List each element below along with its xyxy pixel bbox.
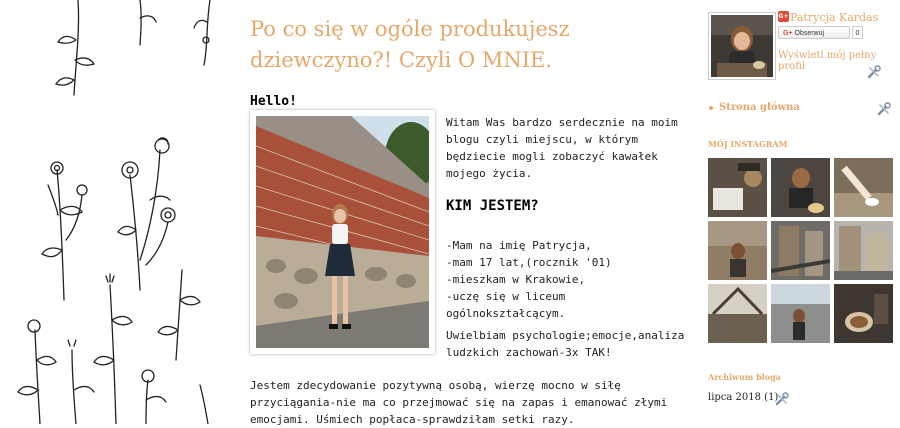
post-column xyxy=(250,0,690,424)
instagram-thumb[interactable] xyxy=(708,221,767,280)
facts-list xyxy=(446,237,612,322)
instagram-thumb[interactable] xyxy=(708,158,767,217)
instagram-thumb[interactable] xyxy=(771,158,830,217)
profile-name[interactable]: Patrycja Kardas xyxy=(790,11,879,24)
bullet-icon xyxy=(709,106,713,110)
instagram-thumb[interactable] xyxy=(834,221,893,280)
sidebar xyxy=(706,0,900,424)
post-greeting: Hello! xyxy=(250,94,297,109)
post-paragraph-psychology: Uwielbiam psychologie;emocje,analiza ludzkich zachowań-3x TAK! xyxy=(446,329,685,359)
profile-avatar[interactable] xyxy=(708,12,776,80)
edit-tools-icon[interactable] xyxy=(774,391,790,407)
nav-home-label: Strona główna xyxy=(719,102,800,113)
follow-label: Obserwuj xyxy=(794,30,825,37)
gplus-logo-icon: G+ xyxy=(783,30,793,37)
archive-widget-title: Archiwum bloga xyxy=(708,372,781,382)
post-photo[interactable] xyxy=(250,110,435,354)
floral-background xyxy=(0,0,215,424)
photo-girl-by-brick-wall xyxy=(256,116,429,348)
instagram-thumb[interactable] xyxy=(771,284,830,343)
fact-line: -Mam na imię Patrycja, xyxy=(446,239,592,252)
gplus-icon[interactable]: G+ xyxy=(778,13,789,20)
fact-line: -mieszkam w Krakowie, xyxy=(446,273,586,286)
follower-count: 0 xyxy=(852,26,863,39)
post-intro: Witam Was bardzo serdecznie na moim blogu czyli miejscu, w którym będziecie mogli zobaczyć kawałek mojego życia. xyxy=(446,116,678,180)
edit-tools-icon[interactable] xyxy=(876,101,892,117)
fact-line: ogólnokształcącym. xyxy=(446,307,566,320)
post-title[interactable]: Po co się w ogóle produkujesz dziewczyno?! Czyli O MNIE. xyxy=(250,17,570,72)
fact-line: -mam 17 lat,(rocznik '01) xyxy=(446,256,612,269)
archive-entry-link[interactable]: lipca 2018 (1) xyxy=(708,392,779,403)
follow-button[interactable] xyxy=(778,26,850,39)
nav-home-link[interactable] xyxy=(709,102,800,113)
fact-line: -uczę się w liceum xyxy=(446,290,566,303)
instagram-thumb[interactable] xyxy=(834,158,893,217)
instagram-grid xyxy=(708,158,898,346)
instagram-thumb[interactable] xyxy=(834,284,893,343)
avatar-photo xyxy=(711,15,773,77)
post-paragraph-positive: Jestem zdecydowanie pozytywną osobą, wierzę mocno w siłę przyciągania-nie ma co przejmować się na zapas i emanować złymi emocjami. Uśmiech popłaca-sprawdziłam setki razy. xyxy=(250,379,668,426)
instagram-thumb[interactable] xyxy=(771,221,830,280)
instagram-widget-title: MÓJ INSTAGRAM xyxy=(708,139,788,149)
section-heading: KIM JESTEM? xyxy=(446,198,539,214)
edit-tools-icon[interactable] xyxy=(866,64,882,80)
view-profile-link[interactable]: Wyświetl mój pełny profil xyxy=(778,50,877,72)
instagram-thumb[interactable] xyxy=(708,284,767,343)
